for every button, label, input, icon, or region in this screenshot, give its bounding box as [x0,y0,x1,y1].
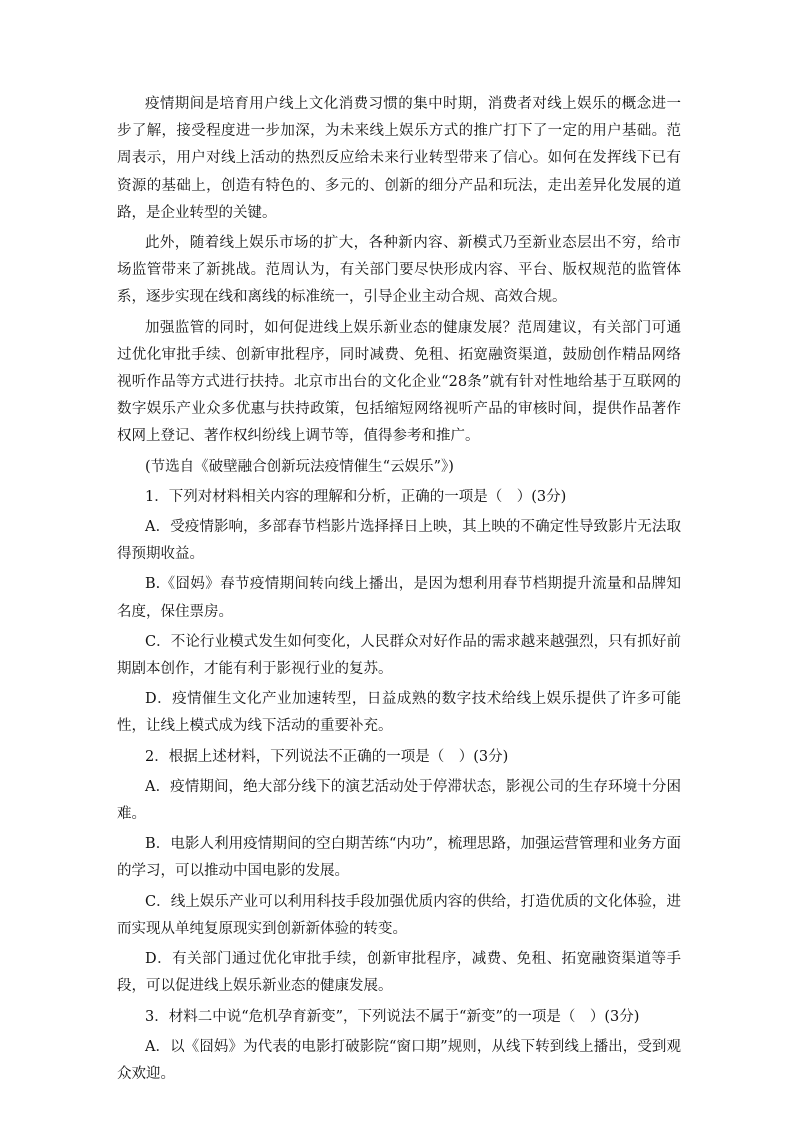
question-1-stem: 1．下列对材料相关内容的理解和分析，正确的一项是（ ）(3分) [145,488,567,505]
question-1-option-d: D．疫情催生文化产业加速转型，日益成熟的数字技术给线上娱乐提供了许多可能性，让线上模式成为线下活动的重要补充。 [117,691,681,735]
question-2-option-c: C．线上娱乐产业可以利用科技手段加强优质内容的供给，打造优质的文化体验，进而实现从单纯复原现实到创新新体验的转变。 [117,893,681,937]
question-2-option-d: D．有关部门通过优化审批手续，创新审批程序，减费、免租、拓宽融资渠道等手段，可以促进线上娱乐新业态的健康发展。 [117,951,681,995]
question-1-option-c: C．不论行业模式发生如何变化，人民群众对好作品的需求越来越强烈，只有抓好前期剧本创作，才能有利于影视行业的复苏。 [117,633,681,678]
question-2-option-a: A．疫情期间，绝大部分线下的演艺活动处于停滞状态，影视公司的生存环境十分困难。 [117,778,681,823]
question-1-option-a: A．受疫情影响，多部春节档影片选择择日上映，其上映的不确定性导致影片无法取得预期收益。 [117,519,681,563]
question-2-stem: 2．根据上述材料，下列说法不正确的一项是（ ）(3分) [145,748,509,765]
question-3-option-a: A．以《囧妈》为代表的电影打破影院“窗口期”规则，从线下转到线上播出，受到观众欢迎。 [117,1038,681,1082]
question-2-option-b: B．电影人利用疫情期间的空白期苦练“内功”，梳理思路，加强运营管理和业务方面的学习，可以推动中国电影的发展。 [117,836,681,880]
question-1-option-b: B.《囧妈》春节疫情期间转向线上播出，是因为想利用春节档期提升流量和品牌知名度，保住票房。 [117,576,681,620]
paragraph-1: 疫情期间是培育用户线上文化消费习惯的集中时期，消费者对线上娱乐的概念进一步了解，接受程度进一步加深，为未来线上娱乐方式的推广打下了一定的用户基础。范周表示，用户对线上活动的热烈反应给未来行业转型带来了信心。如何在发挥线下已有资源的基础上，创造有特色的、多元的、创新的细分产品和玩法，走出差异化发展的道路，是企业转型的关键。 [117,96,681,221]
paragraph-2: 此外，随着线上娱乐市场的扩大，各种新内容、新模式乃至新业态层出不穷，给市场监管带来了新挑战。范周认为，有关部门要尽快形成内容、平台、版权规范的监管体系，逐步实现在线和离线的标准统一，引导企业主动合规、高效合规。 [117,235,681,306]
question-3-stem: 3．材料二中说“危机孕育新变”，下列说法不属于“新变”的一项是（ ）(3分) [145,1008,640,1025]
source-citation: (节选自《破壁融合创新玩法疫情催生“云娱乐”》) [145,458,454,475]
paragraph-3: 加强监管的同时，如何促进线上娱乐新业态的健康发展？范周建议，有关部门可通过优化审批手续、创新审批程序，同时减费、免租、拓宽融资渠道，鼓励创作精品网络视听作品等方式进行扶持。北京市出台的文化企业“28条”就有针对性地给基于互联网的数字娱乐产业众多优惠与扶持政策，包括缩短网络视听产品的审核时间，提供作品著作权网上登记、著作权纠纷线上调节等，值得参考和推广。 [117,319,681,445]
